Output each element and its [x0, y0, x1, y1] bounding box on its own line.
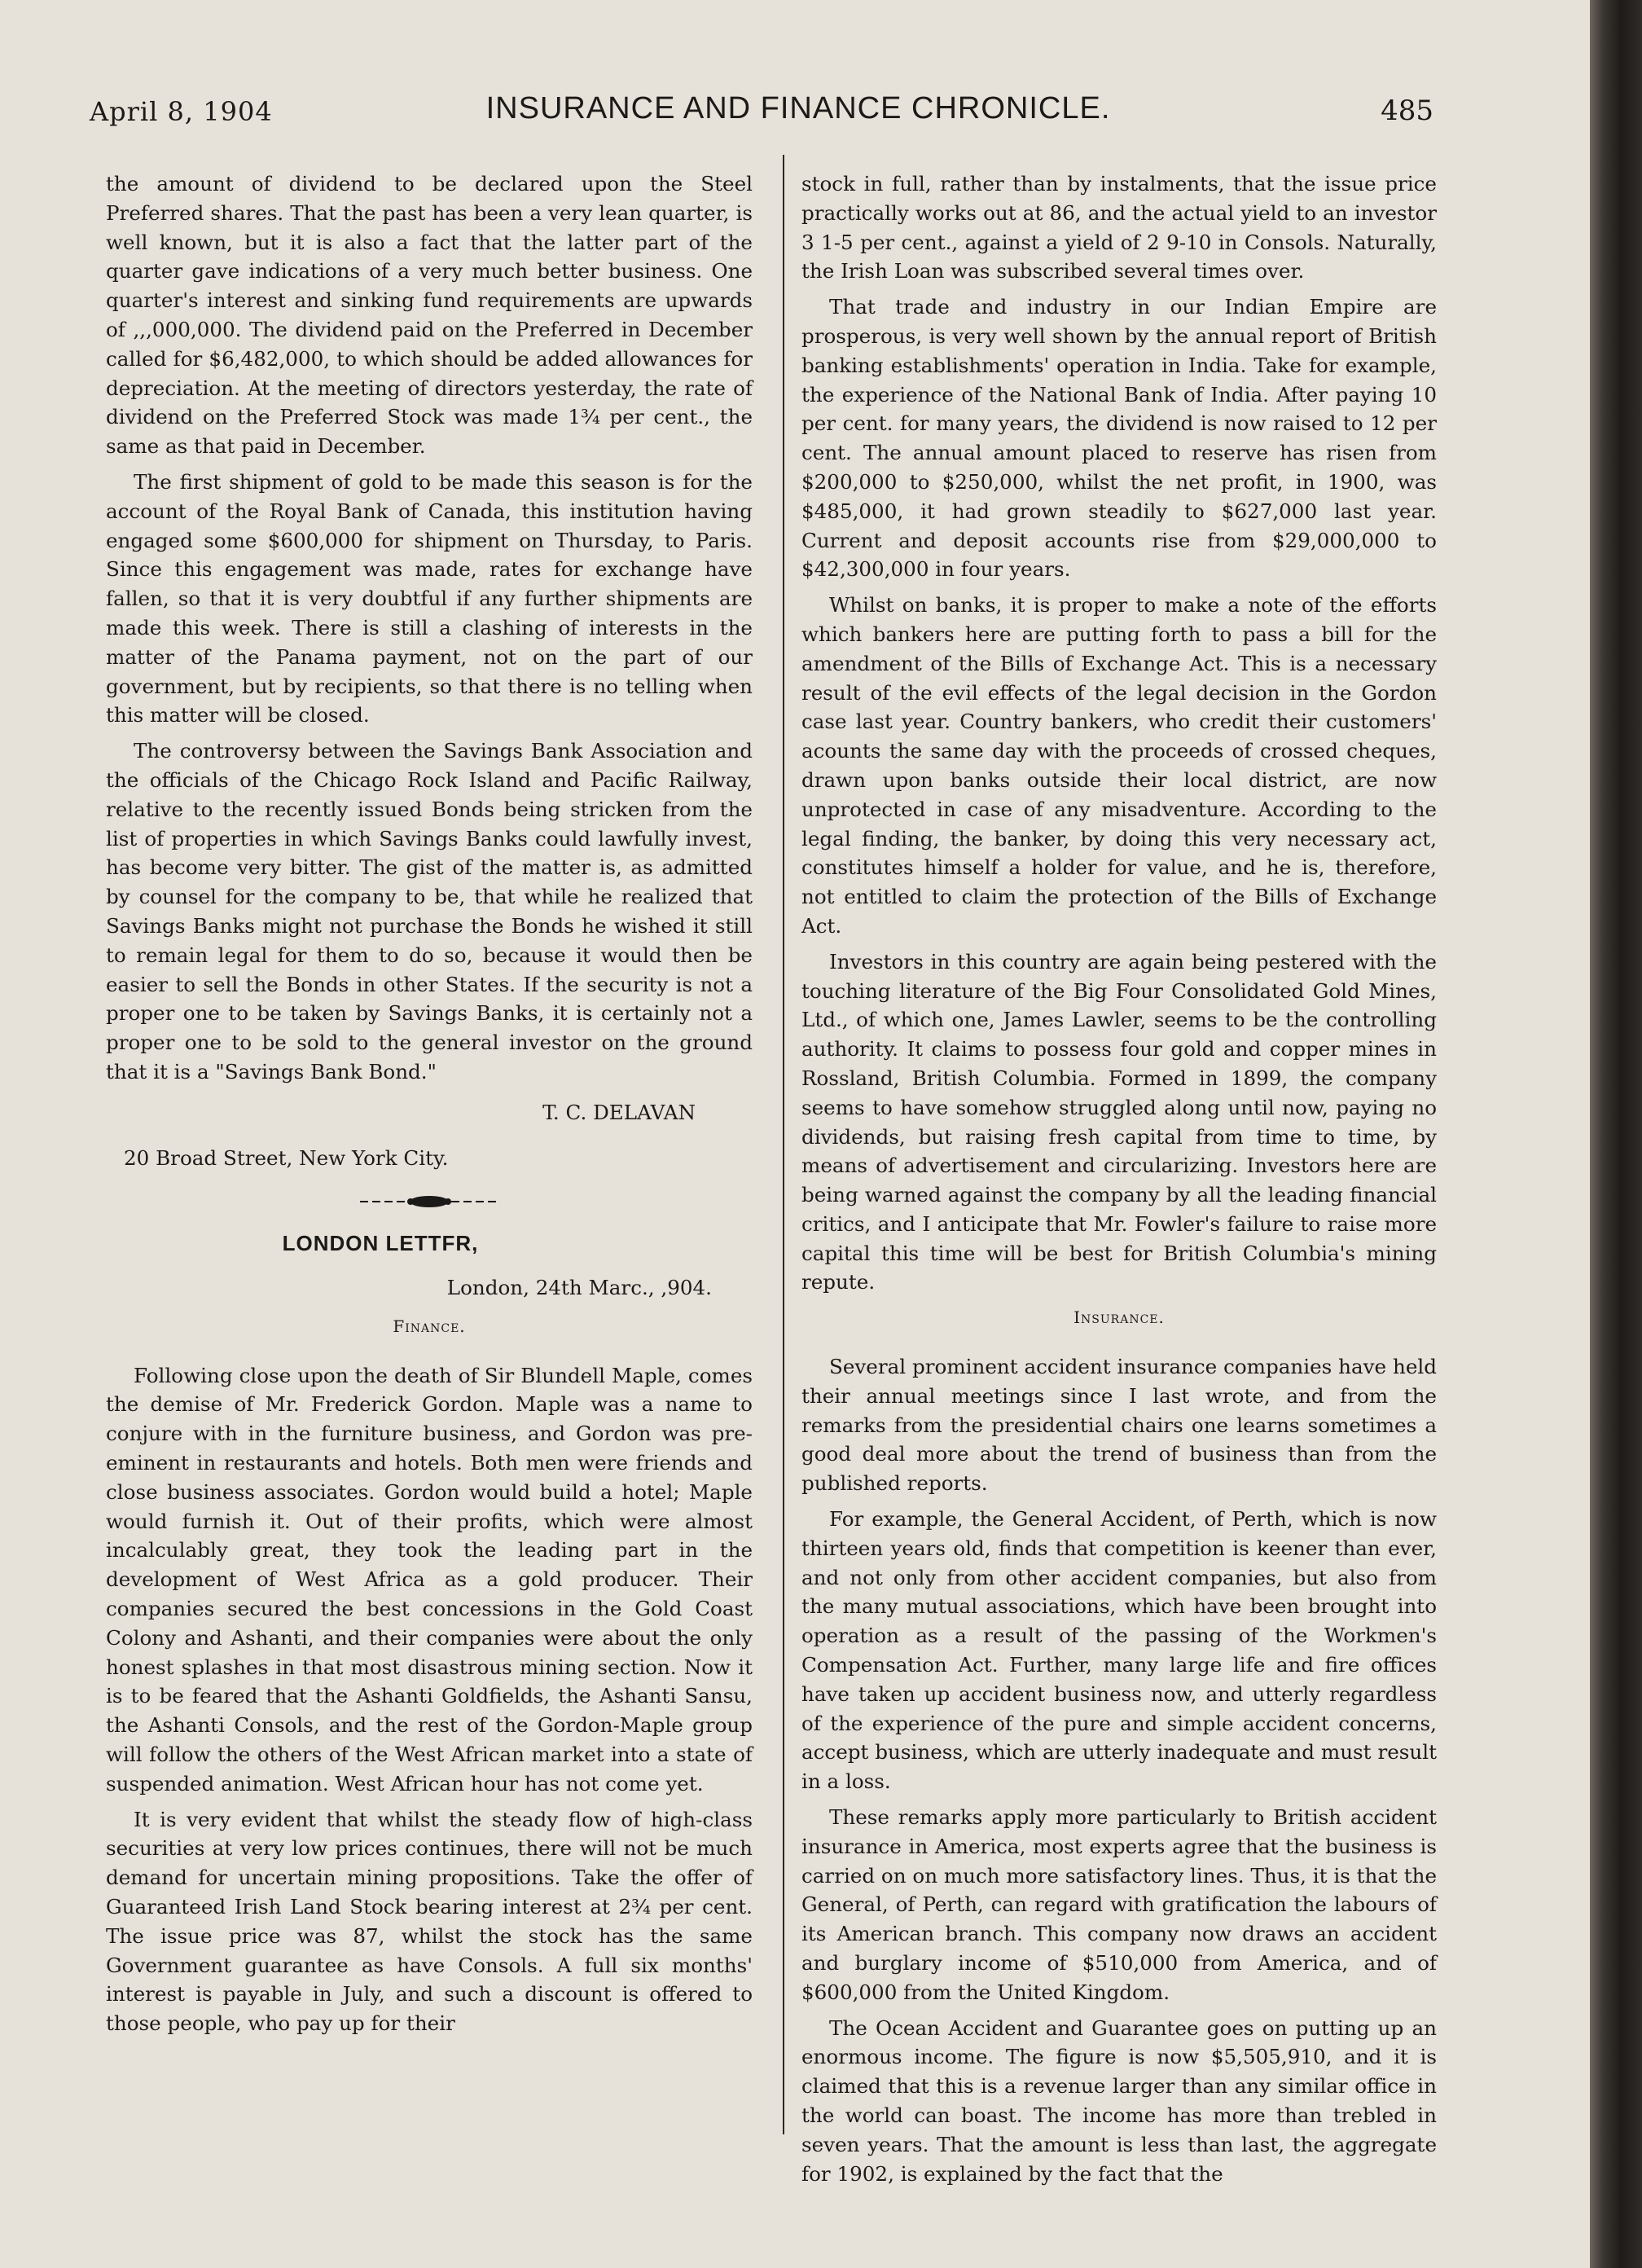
paragraph: the amount of dividend to be declared upon the Steel Preferred shares. That the past has been a very lean quarter, is well known, but it is also a fact that the latter part of the quarter gave indications of a very much better business. One quarter's interest and sinking fund requirements are upwards of ,,,000,000. The dividend paid on the Preferred in December called for $6,482,000, to which should be added allowances for depreciation. At the meeting of directors yesterday, the rate of dividend on the Preferred Stock was made 1¾ per cent., the same as that paid in December.: [106, 172, 753, 459]
subheading-insurance: Insurance.: [1073, 1308, 1165, 1328]
paragraph: Investors in this country are again being pestered with the touching literature of the Big Four Consolidated Gold Mines, Ltd., of which one, James Lawler, seems to be the controlling authority. It claims to possess four gold and copper mines in Rossland, British Columbia. Formed in 1899, the company seems to have somehow struggled along until now, paying no dividends, but raising fresh capital from time to time, by means of advertisement and circularizing. Investors here are being warned against the company by all the leading financial critics, and I anticipate that Mr. Fowler's failure to raise more capital this time will be best for British Columbia's mining repute.: [801, 949, 1437, 1294]
issue-date: April 8, 1904: [90, 96, 273, 127]
section-heading: LONDON LETTFR,: [282, 1231, 479, 1256]
paragraph: Following close upon the death of Sir Blundell Maple, comes the demise of Mr. Frederick Gordon. Maple was a name to conjure with in the furniture business, and Gordon was pre-eminent in restaurants and hotels. Both men were friends and close business associates. Gordon would build a hotel; Maple would furnish it. Out of their profits, which were almost incalculably great, they took the leading part in the development of West Africa as a gold producer. Their companies secured the best concessions in the Gold Coast Colony and Ashanti, and their companies were about the only honest splashes in that most disastrous mining section. Now it is to be feared that the Ashanti Goldfields, the Ashanti Sansu, the Ashanti Consols, and the rest of the Gordon-Maple group will follow the others of the West African market into a state of suspended animation. West African hour has not come yet.: [106, 1363, 753, 1796]
paragraph: The first shipment of gold to be made this season is for the account of the Royal Bank of Canada, this institution having engaged some $600,000 for shipment on Thursday, to Paris. Since this engagement was made, rates for exchange have fallen, so that it is very doubtful if any further shipments are made this week. There is still a clashing of interests in the matter of the Panama payment, not on the part of our government, but by recipients, so that there is no telling when this matter will be closed.: [106, 469, 753, 727]
dateline: London, 24th Marc., ,904.: [446, 1276, 712, 1300]
paragraph: That trade and industry in our Indian Empire are prosperous, is very well shown by the annual report of British banking establishments' operation in India. Take for example, the experience of the National Bank of India. After paying 10 per cent. for many years, the dividend is now raised to 12 per cent. The annual amount placed to reserve has risen from $200,000 to $250,000, whilst the net profit, in 1900, was $485,000, it had grown steadily to $627,000 last year. Current and deposit accounts rise from $29,000,000 to $42,300,000 in four years.: [801, 295, 1437, 582]
page-header: [90, 91, 1433, 130]
paragraph: These remarks apply more particularly to British accident insurance in America, most experts agree that the business is carried on on much more satisfactory lines. Thus, it is that the General, of Perth, can regard with gratification the labours of its American branch. This company now draws an accident and burglary income of $510,000 from America, and of $600,000 from the United Kingdom.: [801, 1805, 1438, 2004]
page-number: 485: [1381, 94, 1433, 127]
paragraph: Whilst on banks, it is proper to make a note of the efforts which bankers here are putting forth to pass a bill for the amendment of the Bills of Exchange Act. This is a necessary result of the evil effects of the legal decision in the Gordon case last year. Country bankers, who credit their customers' acounts the same day with the proceeds of crossed cheques, drawn upon banks outside their local district, are now unprotected in case of any misadventure. According to the legal finding, the banker, by doing this very necessary act, constitutes himself a holder for value, and he is, therefore, not entitled to claim the protection of the Bills of Exchange Act.: [801, 593, 1437, 938]
paragraph: It is very evident that whilst the steady flow of high-class securities at very low prices continues, there will not be much demand for uncertain mining propositions. Take the offer of Guaranteed Irish Land Stock bearing interest at 2¾ per cent. The issue price was 87, whilst the stock has the same Government guarantee as have Consols. A full six months' interest is payable in July, and such a discount is offered to those people, who pay up for their: [106, 1807, 753, 2036]
author-address: 20 Broad Street, New York City.: [124, 1145, 449, 1170]
author-signature: T. C. DELAVAN: [542, 1100, 696, 1124]
paragraph: For example, the General Accident, of Perth, which is now thirteen years old, finds that competition is keener than ever, and not only from other accident companies, but also from the many mutual associations, which have been brought into operation as a result of the passing of the Workmen's Compensation Act. Further, many large life and fire offices have taken up accident business now, and utterly regardless of the experience of the pure and simple accident concerns, accept business, which are utterly inadequate and must result in a loss.: [801, 1507, 1437, 1794]
right-column: [769, 169, 1437, 2195]
ornament-divider-icon: [106, 1190, 753, 1215]
publication-title: INSURANCE AND FINANCE CHRONICLE.: [485, 91, 1111, 125]
subheading-finance: Finance.: [393, 1316, 466, 1336]
paragraph: Several prominent accident insurance companies have held their annual meetings since I last wrote, and from the remarks from the presidential chairs one learns sometimes a good deal more about the trend of business than from the published reports.: [801, 1355, 1437, 1496]
left-column: [106, 169, 753, 2045]
paragraph: The controversy between the Savings Bank Association and the officials of the Chicago Rock Island and Pacific Railway, relative to the recently issued Bonds being stricken from the list of properties in which Savings Banks could lawfully invest, has become very bitter. The gist of the matter is, as admitted by counsel for the company to be, that while he realized that Savings Banks might not purchase the Bonds he wished it still to remain legal for them to do so, because it would then be easier to sell the Bonds in other States. If the security is not a proper one to be taken by Savings Banks, it is certainly not a proper one to be sold to the general investor on the ground that it is a "Savings Bank Bond.": [106, 739, 753, 1083]
binding-edge: [1590, 0, 1642, 2268]
paragraph: stock in full, rather than by instalments, that the issue price practically works out at 86, and the actual yield to an investor 3 1-5 per cent., against a yield of 2 9-10 in Consols. Naturally, the Irish Loan was subscribed several times over.: [801, 172, 1437, 284]
paragraph: The Ocean Accident and Guarantee goes on putting up an enormous income. The figure is now $5,505,910, and it is claimed that this is a revenue larger than any similar office in the world can boast. The income has more than trebled in seven years. That the amount is less than last, the aggregate for 1902, is explained by the fact that the: [801, 2015, 1437, 2186]
